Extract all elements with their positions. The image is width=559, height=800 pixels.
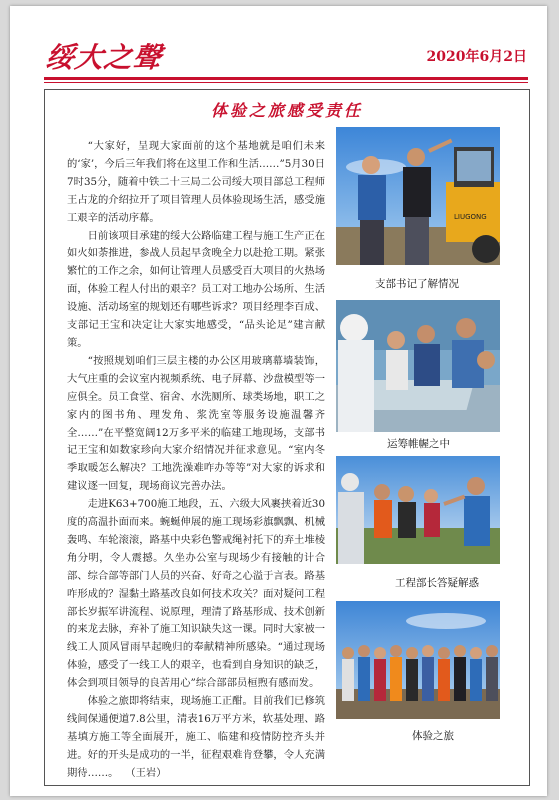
article-title: 体验之旅感受责任 <box>210 101 363 120</box>
paragraph: “大家好，呈现大家面前的这个基地就是咱们未来的‘家’，今后三年我们将在这里工作和生活……”5月30日7时35分，随着中铁二十三局二公司绥大项目部总工程师王占龙的介绍拉开了项目管理人员体验现场生活，感受施工艰辛的活动序幕。 <box>67 140 325 224</box>
machine-brand-text: LIUGONG <box>454 213 487 221</box>
photo-caption: 体验之旅 <box>412 730 454 742</box>
photo-image <box>336 601 500 719</box>
photo-caption: 运筹帷幄之中 <box>387 438 450 450</box>
photo-caption: 支部书记了解情况 <box>375 278 459 290</box>
photo-engineer-answering <box>336 456 500 564</box>
photo-caption: 工程部长答疑解惑 <box>395 577 479 589</box>
newsletter-logo: 绥大之聲 <box>44 41 164 74</box>
paragraph-text: 体验之旅即将结束，现场施工正酣。目前我们已修筑线间保通便道7.8公里，清表16万平方米，软基处理、路基填方施工等全面展开，施工、临建和疫情防控齐头并进。好的开头是成功的一半，征程艰难肯登攀，令人充满期待……。 <box>67 695 325 779</box>
photo-image <box>336 300 500 432</box>
paragraph: 日前该项目承建的绥大公路临建工程与施工生产正在如火如荼推进，参战人员起早贪晚全力以赴抢工期。紧张繁忙的工作之余，如何让管理人员感受百大项目的火热场面，体验工程人付出的艰辛？员工对工地办公场所、生活设施、活动场室的规划还有哪些诉求？项目经理李百成、支部记王宝和决定让大家实地感受，“品头论足”建言献策。 <box>67 229 325 349</box>
header-rule <box>44 77 528 80</box>
header-rule-thin <box>44 82 528 83</box>
photo-strategy <box>336 300 500 432</box>
photo-image <box>336 127 500 265</box>
photo-secretary-checking <box>336 127 500 265</box>
photo-group <box>336 601 500 719</box>
photo-image <box>336 456 500 564</box>
article-frame <box>44 89 530 786</box>
newsletter-page <box>10 6 547 796</box>
paragraph <box>67 693 325 783</box>
paragraph: “按照规划咱们三层主楼的办公区用玻璃幕墙装饰，大气庄重的会议室内视频系统、电子屏幕、沙盘模型等一应俱全。员工食堂、宿舍、水洗厕所、球类场地，职工之家内的图书角、理发角、浆洗室等服务设施温馨齐全……”在平整宽阔12万多平米的临建工地现场，支部书记王宝和如数家珍向大家介绍情况并征求意见。“室内冬季取暖怎么解决？工地洗澡难咋办等等”对大家的诉求和建议逐一回复，现场商议完善办法。 <box>67 354 325 493</box>
article-author: （王岩） <box>130 766 167 779</box>
article-body <box>67 138 325 783</box>
issue-date: 2020年6月2日 <box>426 49 527 65</box>
paragraph: 走进K63+700施工地段，五、六级大风裹挟着近30度的高温扑面而来。蜿蜒伸展的施工现场彩旗飘飘、机械轰鸣、车轮滚滚，路基中央彩色警戒绳衬托下的弃土堆棱角分明，令人震撼。久坐办公室与现场少有接触的计合部、综合部等部门人员的兴奋、好奇之心溢于言表。路基咋形成的？湿黏土路基改良如何技术攻关？面对疑问工程部长岁振军讲流程、说原理，理清了路基形成、技术创新的来龙去脉，弃补了施工知识缺失这一课。同时大家被一线工人顶风冒雨早起晚归的奉献精神所感染。“通过现场体验，感受了一线工人的艰辛，也看到自身知识的缺乏，体会到项目领导的良苦用心”综合部部员桓煦有感而发。 <box>67 498 325 690</box>
